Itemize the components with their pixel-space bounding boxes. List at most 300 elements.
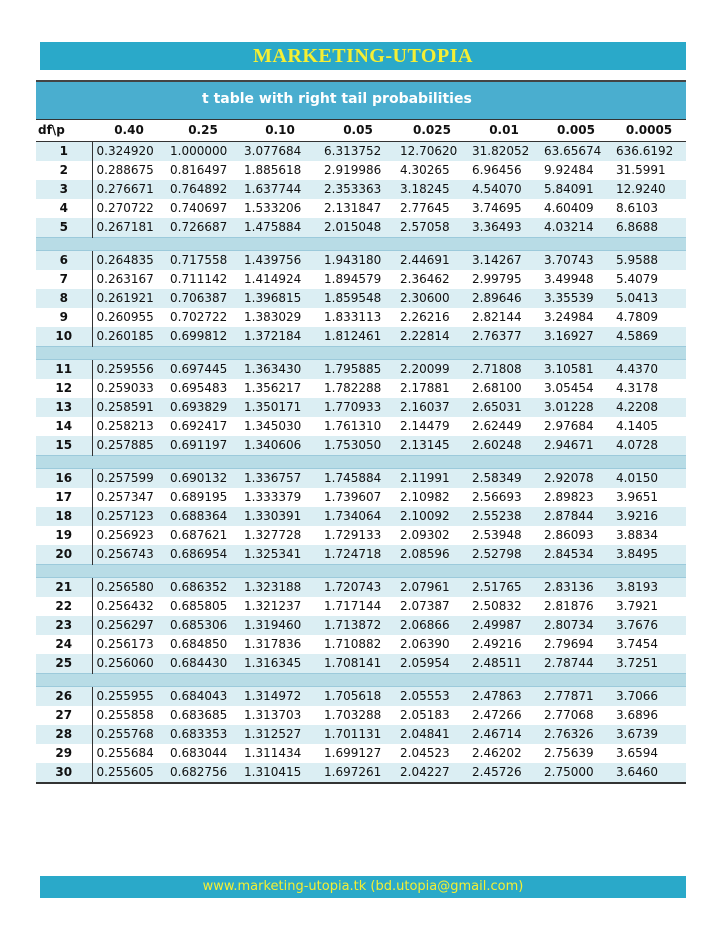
value-cell: 636.6192 bbox=[612, 142, 686, 162]
value-cell: 0.259033 bbox=[92, 379, 166, 398]
value-cell: 2.08596 bbox=[396, 545, 468, 565]
value-cell: 0.686352 bbox=[166, 578, 240, 598]
table-row bbox=[36, 545, 686, 565]
value-cell: 3.7251 bbox=[612, 654, 686, 674]
value-cell: 0.683353 bbox=[166, 725, 240, 744]
value-cell: 2.26216 bbox=[396, 308, 468, 327]
df-cell: 1 bbox=[36, 142, 92, 162]
value-cell: 5.0413 bbox=[612, 289, 686, 308]
value-cell: 9.92484 bbox=[540, 161, 612, 180]
value-cell: 0.684850 bbox=[166, 635, 240, 654]
df-cell: 18 bbox=[36, 507, 92, 526]
table-row bbox=[36, 161, 686, 180]
value-cell: 3.6739 bbox=[612, 725, 686, 744]
value-cell: 0.255605 bbox=[92, 763, 166, 782]
value-cell: 5.84091 bbox=[540, 180, 612, 199]
table-row bbox=[36, 526, 686, 545]
df-cell: 4 bbox=[36, 199, 92, 218]
value-cell: 1.330391 bbox=[240, 507, 320, 526]
value-cell: 3.7921 bbox=[612, 597, 686, 616]
value-cell: 1.812461 bbox=[320, 327, 396, 347]
group-separator bbox=[36, 674, 686, 687]
footer-contact: www.marketing-utopia.tk (bd.utopia@gmail.com) bbox=[40, 876, 686, 898]
value-cell: 2.50832 bbox=[468, 597, 540, 616]
df-cell: 17 bbox=[36, 488, 92, 507]
value-cell: 2.76377 bbox=[468, 327, 540, 347]
value-cell: 1.313703 bbox=[240, 706, 320, 725]
value-cell: 8.6103 bbox=[612, 199, 686, 218]
value-cell: 1.745884 bbox=[320, 469, 396, 489]
value-cell: 1.699127 bbox=[320, 744, 396, 763]
value-cell: 2.89646 bbox=[468, 289, 540, 308]
value-cell: 3.49948 bbox=[540, 270, 612, 289]
value-cell: 1.761310 bbox=[320, 417, 396, 436]
value-cell: 3.36493 bbox=[468, 218, 540, 238]
value-cell: 3.14267 bbox=[468, 251, 540, 271]
header-p-column: 0.05 bbox=[320, 120, 396, 142]
value-cell: 1.782288 bbox=[320, 379, 396, 398]
table-row bbox=[36, 218, 686, 238]
value-cell: 3.01228 bbox=[540, 398, 612, 417]
value-cell: 6.313752 bbox=[320, 142, 396, 162]
value-cell: 1.383029 bbox=[240, 308, 320, 327]
value-cell: 1.701131 bbox=[320, 725, 396, 744]
value-cell: 3.16927 bbox=[540, 327, 612, 347]
value-cell: 1.000000 bbox=[166, 142, 240, 162]
table-row bbox=[36, 616, 686, 635]
value-cell: 0.257123 bbox=[92, 507, 166, 526]
value-cell: 2.09302 bbox=[396, 526, 468, 545]
value-cell: 1.637744 bbox=[240, 180, 320, 199]
table-row bbox=[36, 251, 686, 271]
value-cell: 4.3178 bbox=[612, 379, 686, 398]
value-cell: 0.259556 bbox=[92, 360, 166, 380]
df-cell: 8 bbox=[36, 289, 92, 308]
value-cell: 2.75639 bbox=[540, 744, 612, 763]
value-cell: 0.256432 bbox=[92, 597, 166, 616]
value-cell: 1.859548 bbox=[320, 289, 396, 308]
table-row bbox=[36, 180, 686, 199]
value-cell: 1.363430 bbox=[240, 360, 320, 380]
value-cell: 0.685306 bbox=[166, 616, 240, 635]
header-p-column: 0.25 bbox=[166, 120, 240, 142]
value-cell: 0.255768 bbox=[92, 725, 166, 744]
value-cell: 2.46714 bbox=[468, 725, 540, 744]
group-separator bbox=[36, 456, 686, 469]
value-cell: 0.683685 bbox=[166, 706, 240, 725]
value-cell: 2.919986 bbox=[320, 161, 396, 180]
df-cell: 9 bbox=[36, 308, 92, 327]
df-cell: 22 bbox=[36, 597, 92, 616]
table-row bbox=[36, 142, 686, 162]
value-cell: 0.263167 bbox=[92, 270, 166, 289]
table-row bbox=[36, 725, 686, 744]
header-p-column: 0.40 bbox=[92, 120, 166, 142]
value-cell: 0.270722 bbox=[92, 199, 166, 218]
table-row bbox=[36, 398, 686, 417]
value-cell: 2.04841 bbox=[396, 725, 468, 744]
df-cell: 10 bbox=[36, 327, 92, 347]
table-row bbox=[36, 379, 686, 398]
value-cell: 0.256173 bbox=[92, 635, 166, 654]
table-row bbox=[36, 654, 686, 674]
value-cell: 2.45726 bbox=[468, 763, 540, 782]
value-cell: 2.65031 bbox=[468, 398, 540, 417]
value-cell: 1.475884 bbox=[240, 218, 320, 238]
value-cell: 1.336757 bbox=[240, 469, 320, 489]
value-cell: 2.13145 bbox=[396, 436, 468, 456]
value-cell: 0.695483 bbox=[166, 379, 240, 398]
table-row bbox=[36, 327, 686, 347]
df-cell: 20 bbox=[36, 545, 92, 565]
value-cell: 1.319460 bbox=[240, 616, 320, 635]
table-row bbox=[36, 289, 686, 308]
value-cell: 1.323188 bbox=[240, 578, 320, 598]
value-cell: 1.317836 bbox=[240, 635, 320, 654]
value-cell: 4.60409 bbox=[540, 199, 612, 218]
value-cell: 0.699812 bbox=[166, 327, 240, 347]
table-row bbox=[36, 687, 686, 707]
value-cell: 2.77645 bbox=[396, 199, 468, 218]
value-cell: 1.739607 bbox=[320, 488, 396, 507]
header-p-column: 0.10 bbox=[240, 120, 320, 142]
value-cell: 2.47266 bbox=[468, 706, 540, 725]
value-cell: 2.07961 bbox=[396, 578, 468, 598]
value-cell: 1.724718 bbox=[320, 545, 396, 565]
header-df-p: df\p bbox=[36, 120, 92, 142]
value-cell: 2.05954 bbox=[396, 654, 468, 674]
value-cell: 3.7454 bbox=[612, 635, 686, 654]
value-cell: 3.9216 bbox=[612, 507, 686, 526]
value-cell: 2.353363 bbox=[320, 180, 396, 199]
value-cell: 4.0728 bbox=[612, 436, 686, 456]
value-cell: 2.05553 bbox=[396, 687, 468, 707]
value-cell: 2.75000 bbox=[540, 763, 612, 782]
value-cell: 2.49216 bbox=[468, 635, 540, 654]
df-cell: 25 bbox=[36, 654, 92, 674]
value-cell: 2.58349 bbox=[468, 469, 540, 489]
value-cell: 2.46202 bbox=[468, 744, 540, 763]
value-cell: 0.260955 bbox=[92, 308, 166, 327]
value-cell: 6.8688 bbox=[612, 218, 686, 238]
df-cell: 11 bbox=[36, 360, 92, 380]
value-cell: 1.703288 bbox=[320, 706, 396, 725]
value-cell: 2.81876 bbox=[540, 597, 612, 616]
value-cell: 4.5869 bbox=[612, 327, 686, 347]
table-row bbox=[36, 488, 686, 507]
value-cell: 5.9588 bbox=[612, 251, 686, 271]
df-cell: 13 bbox=[36, 398, 92, 417]
value-cell: 1.333379 bbox=[240, 488, 320, 507]
value-cell: 0.686954 bbox=[166, 545, 240, 565]
table-row bbox=[36, 744, 686, 763]
value-cell: 2.56693 bbox=[468, 488, 540, 507]
value-cell: 2.10982 bbox=[396, 488, 468, 507]
df-cell: 3 bbox=[36, 180, 92, 199]
value-cell: 0.726687 bbox=[166, 218, 240, 238]
value-cell: 2.48511 bbox=[468, 654, 540, 674]
value-cell: 3.8834 bbox=[612, 526, 686, 545]
value-cell: 1.350171 bbox=[240, 398, 320, 417]
table-row bbox=[36, 706, 686, 725]
group-separator bbox=[36, 347, 686, 360]
value-cell: 2.06390 bbox=[396, 635, 468, 654]
value-cell: 0.261921 bbox=[92, 289, 166, 308]
value-cell: 2.22814 bbox=[396, 327, 468, 347]
value-cell: 2.57058 bbox=[396, 218, 468, 238]
value-cell: 2.76326 bbox=[540, 725, 612, 744]
value-cell: 0.255858 bbox=[92, 706, 166, 725]
value-cell: 0.816497 bbox=[166, 161, 240, 180]
value-cell: 0.683044 bbox=[166, 744, 240, 763]
value-cell: 2.77068 bbox=[540, 706, 612, 725]
value-cell: 2.82144 bbox=[468, 308, 540, 327]
value-cell: 2.89823 bbox=[540, 488, 612, 507]
value-cell: 2.80734 bbox=[540, 616, 612, 635]
value-cell: 2.04227 bbox=[396, 763, 468, 782]
value-cell: 0.717558 bbox=[166, 251, 240, 271]
table-row bbox=[36, 597, 686, 616]
value-cell: 0.257599 bbox=[92, 469, 166, 489]
value-cell: 1.325341 bbox=[240, 545, 320, 565]
value-cell: 3.70743 bbox=[540, 251, 612, 271]
value-cell: 0.260185 bbox=[92, 327, 166, 347]
value-cell: 1.310415 bbox=[240, 763, 320, 782]
value-cell: 2.11991 bbox=[396, 469, 468, 489]
value-cell: 12.70620 bbox=[396, 142, 468, 162]
value-cell: 0.258213 bbox=[92, 417, 166, 436]
value-cell: 0.682756 bbox=[166, 763, 240, 782]
value-cell: 3.6460 bbox=[612, 763, 686, 782]
value-cell: 2.131847 bbox=[320, 199, 396, 218]
table-row bbox=[36, 417, 686, 436]
value-cell: 1.770933 bbox=[320, 398, 396, 417]
value-cell: 3.24984 bbox=[540, 308, 612, 327]
value-cell: 1.321237 bbox=[240, 597, 320, 616]
header-p-column: 0.0005 bbox=[612, 120, 686, 142]
separator-cell bbox=[36, 674, 686, 687]
value-cell: 0.276671 bbox=[92, 180, 166, 199]
value-cell: 3.8193 bbox=[612, 578, 686, 598]
value-cell: 0.689195 bbox=[166, 488, 240, 507]
value-cell: 0.255955 bbox=[92, 687, 166, 707]
value-cell: 2.05183 bbox=[396, 706, 468, 725]
table-row bbox=[36, 635, 686, 654]
value-cell: 1.717144 bbox=[320, 597, 396, 616]
value-cell: 0.684430 bbox=[166, 654, 240, 674]
df-cell: 23 bbox=[36, 616, 92, 635]
value-cell: 1.311434 bbox=[240, 744, 320, 763]
value-cell: 0.764892 bbox=[166, 180, 240, 199]
value-cell: 3.74695 bbox=[468, 199, 540, 218]
value-cell: 0.685805 bbox=[166, 597, 240, 616]
value-cell: 0.697445 bbox=[166, 360, 240, 380]
value-cell: 0.256060 bbox=[92, 654, 166, 674]
value-cell: 0.692417 bbox=[166, 417, 240, 436]
value-cell: 2.30600 bbox=[396, 289, 468, 308]
value-cell: 2.60248 bbox=[468, 436, 540, 456]
value-cell: 1.943180 bbox=[320, 251, 396, 271]
header-p-column: 0.01 bbox=[468, 120, 540, 142]
value-cell: 2.86093 bbox=[540, 526, 612, 545]
value-cell: 1.729133 bbox=[320, 526, 396, 545]
value-cell: 0.706387 bbox=[166, 289, 240, 308]
banner-title: MARKETING-UTOPIA bbox=[40, 42, 686, 70]
value-cell: 3.9651 bbox=[612, 488, 686, 507]
value-cell: 2.97684 bbox=[540, 417, 612, 436]
value-cell: 0.324920 bbox=[92, 142, 166, 162]
value-cell: 1.372184 bbox=[240, 327, 320, 347]
value-cell: 31.82052 bbox=[468, 142, 540, 162]
value-cell: 1.705618 bbox=[320, 687, 396, 707]
df-cell: 7 bbox=[36, 270, 92, 289]
value-cell: 2.83136 bbox=[540, 578, 612, 598]
table-subtitle: t table with right tail probabilities bbox=[36, 80, 686, 119]
value-cell: 0.255684 bbox=[92, 744, 166, 763]
value-cell: 2.14479 bbox=[396, 417, 468, 436]
value-cell: 0.256923 bbox=[92, 526, 166, 545]
value-cell: 4.54070 bbox=[468, 180, 540, 199]
table-row bbox=[36, 436, 686, 456]
value-cell: 4.0150 bbox=[612, 469, 686, 489]
value-cell: 2.68100 bbox=[468, 379, 540, 398]
value-cell: 1.734064 bbox=[320, 507, 396, 526]
value-cell: 1.340606 bbox=[240, 436, 320, 456]
value-cell: 2.62449 bbox=[468, 417, 540, 436]
value-cell: 6.96456 bbox=[468, 161, 540, 180]
value-cell: 1.312527 bbox=[240, 725, 320, 744]
value-cell: 2.49987 bbox=[468, 616, 540, 635]
value-cell: 2.53948 bbox=[468, 526, 540, 545]
df-cell: 19 bbox=[36, 526, 92, 545]
table-row bbox=[36, 308, 686, 327]
group-separator bbox=[36, 565, 686, 578]
value-cell: 2.44691 bbox=[396, 251, 468, 271]
value-cell: 2.99795 bbox=[468, 270, 540, 289]
value-cell: 2.06866 bbox=[396, 616, 468, 635]
value-cell: 2.77871 bbox=[540, 687, 612, 707]
table-row bbox=[36, 270, 686, 289]
value-cell: 2.84534 bbox=[540, 545, 612, 565]
value-cell: 2.52798 bbox=[468, 545, 540, 565]
value-cell: 1.396815 bbox=[240, 289, 320, 308]
value-cell: 2.16037 bbox=[396, 398, 468, 417]
df-cell: 15 bbox=[36, 436, 92, 456]
value-cell: 0.702722 bbox=[166, 308, 240, 327]
value-cell: 2.17881 bbox=[396, 379, 468, 398]
value-cell: 4.4370 bbox=[612, 360, 686, 380]
table-row bbox=[36, 763, 686, 782]
value-cell: 0.711142 bbox=[166, 270, 240, 289]
value-cell: 2.51765 bbox=[468, 578, 540, 598]
value-cell: 0.288675 bbox=[92, 161, 166, 180]
value-cell: 2.87844 bbox=[540, 507, 612, 526]
value-cell: 0.256743 bbox=[92, 545, 166, 565]
table-body bbox=[36, 142, 686, 783]
value-cell: 0.257885 bbox=[92, 436, 166, 456]
table-header bbox=[36, 120, 686, 142]
value-cell: 0.264835 bbox=[92, 251, 166, 271]
value-cell: 1.345030 bbox=[240, 417, 320, 436]
value-cell: 1.533206 bbox=[240, 199, 320, 218]
value-cell: 0.256297 bbox=[92, 616, 166, 635]
value-cell: 4.03214 bbox=[540, 218, 612, 238]
df-cell: 12 bbox=[36, 379, 92, 398]
df-cell: 24 bbox=[36, 635, 92, 654]
value-cell: 2.20099 bbox=[396, 360, 468, 380]
value-cell: 3.8495 bbox=[612, 545, 686, 565]
value-cell: 2.79694 bbox=[540, 635, 612, 654]
value-cell: 2.47863 bbox=[468, 687, 540, 707]
value-cell: 0.267181 bbox=[92, 218, 166, 238]
header-row bbox=[36, 120, 686, 142]
table-row bbox=[36, 507, 686, 526]
value-cell: 2.78744 bbox=[540, 654, 612, 674]
df-cell: 28 bbox=[36, 725, 92, 744]
value-cell: 3.6896 bbox=[612, 706, 686, 725]
table-row bbox=[36, 199, 686, 218]
value-cell: 2.71808 bbox=[468, 360, 540, 380]
value-cell: 0.687621 bbox=[166, 526, 240, 545]
value-cell: 5.4079 bbox=[612, 270, 686, 289]
table-row bbox=[36, 578, 686, 598]
value-cell: 0.690132 bbox=[166, 469, 240, 489]
value-cell: 3.077684 bbox=[240, 142, 320, 162]
value-cell: 3.10581 bbox=[540, 360, 612, 380]
value-cell: 63.65674 bbox=[540, 142, 612, 162]
t-table bbox=[36, 80, 686, 784]
value-cell: 1.833113 bbox=[320, 308, 396, 327]
value-cell: 1.885618 bbox=[240, 161, 320, 180]
value-cell: 1.753050 bbox=[320, 436, 396, 456]
value-cell: 31.5991 bbox=[612, 161, 686, 180]
value-cell: 1.439756 bbox=[240, 251, 320, 271]
table-row bbox=[36, 469, 686, 489]
value-cell: 1.708141 bbox=[320, 654, 396, 674]
value-cell: 0.684043 bbox=[166, 687, 240, 707]
value-cell: 2.015048 bbox=[320, 218, 396, 238]
value-cell: 4.30265 bbox=[396, 161, 468, 180]
value-cell: 1.710882 bbox=[320, 635, 396, 654]
value-cell: 2.10092 bbox=[396, 507, 468, 526]
value-cell: 3.6594 bbox=[612, 744, 686, 763]
df-cell: 26 bbox=[36, 687, 92, 707]
value-cell: 1.356217 bbox=[240, 379, 320, 398]
separator-cell bbox=[36, 238, 686, 251]
value-cell: 3.35539 bbox=[540, 289, 612, 308]
df-cell: 16 bbox=[36, 469, 92, 489]
header-p-column: 0.025 bbox=[396, 120, 468, 142]
df-cell: 2 bbox=[36, 161, 92, 180]
df-cell: 27 bbox=[36, 706, 92, 725]
value-cell: 1.327728 bbox=[240, 526, 320, 545]
value-cell: 3.7676 bbox=[612, 616, 686, 635]
df-cell: 6 bbox=[36, 251, 92, 271]
value-cell: 1.795885 bbox=[320, 360, 396, 380]
value-cell: 4.2208 bbox=[612, 398, 686, 417]
value-cell: 2.36462 bbox=[396, 270, 468, 289]
value-cell: 0.693829 bbox=[166, 398, 240, 417]
df-cell: 5 bbox=[36, 218, 92, 238]
value-cell: 0.258591 bbox=[92, 398, 166, 417]
value-cell: 12.9240 bbox=[612, 180, 686, 199]
value-cell: 0.256580 bbox=[92, 578, 166, 598]
separator-cell bbox=[36, 347, 686, 360]
value-cell: 0.740697 bbox=[166, 199, 240, 218]
value-cell: 2.55238 bbox=[468, 507, 540, 526]
df-cell: 14 bbox=[36, 417, 92, 436]
value-cell: 3.7066 bbox=[612, 687, 686, 707]
